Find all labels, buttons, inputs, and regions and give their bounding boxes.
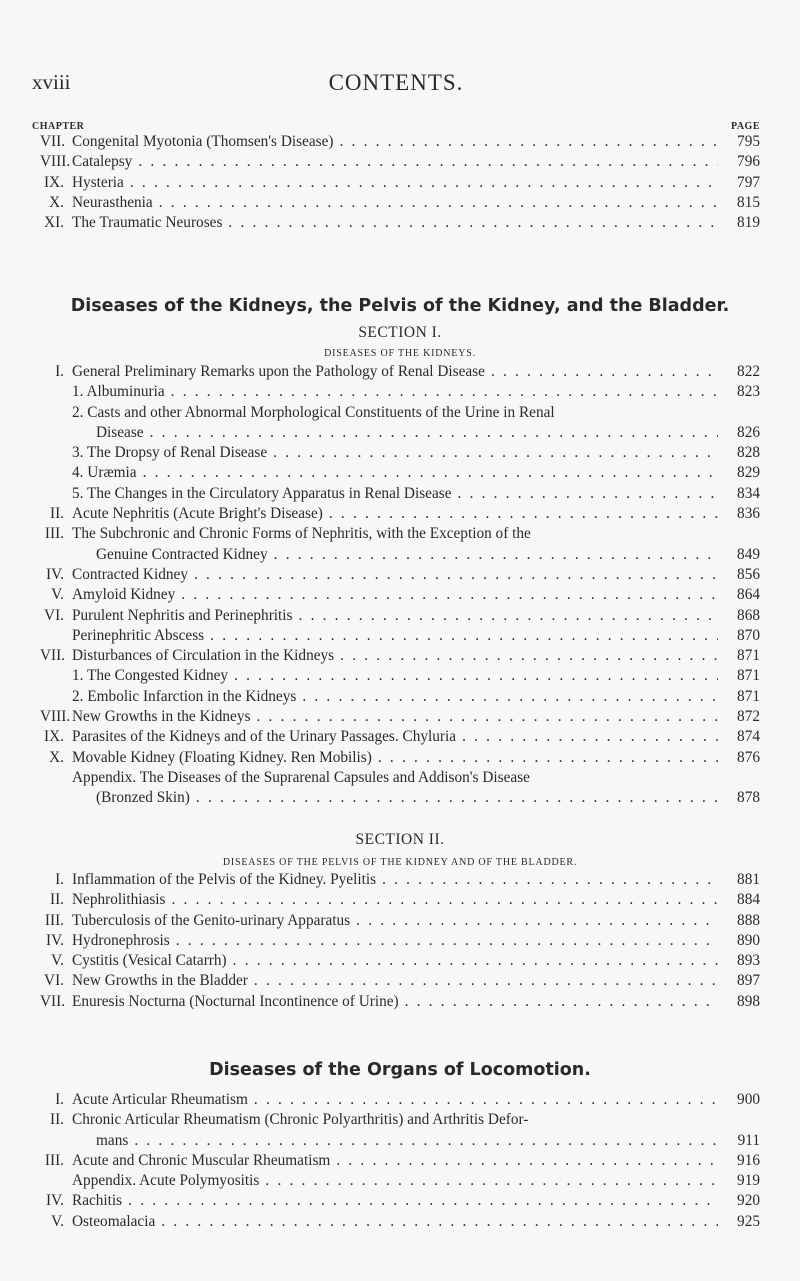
toc-entry bbox=[40, 1151, 760, 1171]
toc-entry bbox=[40, 1191, 760, 1211]
chapter-number: VII. bbox=[40, 992, 66, 1010]
entry-page-number: 888 bbox=[737, 911, 760, 929]
entry-title: Purulent Nephritis and Perinephritis . . . bbox=[72, 606, 718, 626]
toc-entry bbox=[40, 362, 760, 382]
chapter-number: VII. bbox=[40, 133, 66, 150]
entry-title: Genuine Contracted Kidney . . . bbox=[96, 545, 718, 565]
chapter-number: V. bbox=[51, 1212, 64, 1230]
entry-title: Perinephritic Abscess . . . bbox=[72, 626, 718, 646]
page-column-label: PAGE bbox=[730, 121, 760, 132]
chapter-number: IX. bbox=[44, 173, 64, 191]
toc-entry bbox=[40, 768, 760, 788]
toc-entry bbox=[40, 727, 760, 747]
chapter-number: I. bbox=[55, 1091, 64, 1108]
entry-page-number: 911 bbox=[737, 1131, 760, 1149]
entry-page-number: 900 bbox=[737, 1091, 760, 1108]
toc-entry bbox=[40, 951, 760, 971]
toc-entry bbox=[40, 545, 760, 565]
page-number: xviii bbox=[32, 70, 71, 94]
entry-page-number: 871 bbox=[737, 687, 760, 705]
toc-entry bbox=[40, 606, 760, 626]
chapter-number: V. bbox=[51, 952, 64, 970]
entry-page-number: 819 bbox=[737, 214, 760, 232]
toc-entry bbox=[40, 890, 760, 910]
entry-title: Disturbances of Circulation in the Kidneys . . . bbox=[72, 646, 718, 666]
entry-page-number: 828 bbox=[737, 444, 760, 462]
chapter-column-label: CHAPTER bbox=[32, 121, 85, 132]
entry-page-number: 881 bbox=[737, 871, 760, 888]
entry-title: (Bronzed Skin) . . . bbox=[96, 788, 718, 808]
toc-entry bbox=[40, 1212, 760, 1232]
kidney-section-2-list bbox=[40, 870, 760, 1012]
intro-toc-list bbox=[40, 132, 760, 233]
chapter-number: I. bbox=[55, 871, 64, 888]
entry-title: 2. Casts and other Abnormal Morphological Constituents of the Urine in Renal bbox=[72, 403, 555, 421]
chapter-number: IX. bbox=[44, 728, 64, 746]
entry-title: 5. The Changes in the Circulatory Apparatus in Renal Disease . . . bbox=[72, 484, 718, 504]
page-header bbox=[32, 70, 760, 104]
entry-title: General Preliminary Remarks upon the Pathology of Renal Disease . . . bbox=[72, 362, 718, 382]
chapter-number: IV. bbox=[46, 1192, 64, 1210]
chapter-number: III. bbox=[44, 911, 64, 929]
toc-entry bbox=[40, 484, 760, 504]
entry-page-number: 815 bbox=[737, 193, 760, 211]
section-2-subtitle: DISEASES OF THE PELVIS OF THE KIDNEY AND OF THE BLADDER. bbox=[222, 857, 578, 868]
toc-entry bbox=[40, 626, 760, 646]
entry-title: Chronic Articular Rheumatism (Chronic Polyarthritis) and Arthritis Defor- bbox=[72, 1111, 529, 1129]
toc-entry bbox=[40, 524, 760, 544]
entry-title: New Growths in the Bladder . . . bbox=[72, 971, 718, 991]
chapter-number: III. bbox=[44, 525, 64, 543]
toc-entry bbox=[40, 423, 760, 443]
toc-entry bbox=[40, 992, 760, 1012]
entry-title: Hydronephrosis . . . bbox=[72, 931, 718, 951]
entry-title: 1. The Congested Kidney . . . bbox=[72, 666, 718, 686]
section-2-title: SECTION II. bbox=[355, 831, 445, 848]
toc-entry bbox=[40, 565, 760, 585]
entry-title: Neurasthenia . . . bbox=[72, 193, 718, 213]
chapter-number: IV. bbox=[46, 931, 64, 949]
section-1-subtitle: DISEASES OF THE KIDNEYS. bbox=[324, 348, 476, 359]
chapter-number: VIII. bbox=[40, 153, 71, 171]
entry-page-number: 920 bbox=[737, 1192, 760, 1210]
chapter-number: VI. bbox=[44, 972, 64, 990]
entry-page-number: 834 bbox=[737, 484, 760, 502]
entry-page-number: 797 bbox=[737, 173, 760, 191]
chapter-number: II. bbox=[49, 891, 64, 909]
entry-title: 2. Embolic Infarction in the Kidneys . . . bbox=[72, 687, 718, 707]
toc-entry bbox=[40, 213, 760, 233]
toc-entry bbox=[40, 152, 760, 172]
entry-page-number: 870 bbox=[737, 626, 760, 644]
entry-title: Congenital Myotonia (Thomsen's Disease) . . . bbox=[72, 132, 718, 152]
toc-entry bbox=[40, 443, 760, 463]
entry-title: Nephrolithiasis . . . bbox=[72, 890, 718, 910]
chapter-number: XI. bbox=[44, 214, 64, 232]
toc-entry bbox=[40, 193, 760, 213]
toc-entry bbox=[40, 687, 760, 707]
entry-page-number: 898 bbox=[737, 992, 760, 1010]
entry-page-number: 836 bbox=[737, 505, 760, 523]
entry-title: Acute Nephritis (Acute Bright's Disease) . . . bbox=[72, 504, 718, 524]
kidney-section-1-list bbox=[40, 362, 760, 809]
entry-page-number: 916 bbox=[737, 1151, 760, 1169]
entry-title: The Traumatic Neuroses . . . bbox=[72, 213, 718, 233]
entry-page-number: 878 bbox=[737, 789, 760, 807]
entry-title: 1. Albuminuria . . . bbox=[72, 382, 718, 402]
entry-title: Parasites of the Kidneys and of the Urinary Passages. Chyluria . . . bbox=[72, 727, 718, 747]
toc-entry bbox=[40, 1171, 760, 1191]
toc-entry bbox=[40, 1110, 760, 1130]
entry-page-number: 822 bbox=[737, 363, 760, 380]
entry-page-number: 796 bbox=[737, 153, 760, 171]
entry-title: The Subchronic and Chronic Forms of Nephritis, with the Exception of the bbox=[72, 525, 531, 543]
toc-entry bbox=[40, 971, 760, 991]
chapter-number: II. bbox=[49, 505, 64, 523]
toc-entry bbox=[40, 1090, 760, 1110]
entry-page-number: 826 bbox=[737, 423, 760, 441]
entry-page-number: 849 bbox=[737, 545, 760, 563]
toc-entry bbox=[40, 788, 760, 808]
entry-title: Osteomalacia . . . bbox=[72, 1212, 718, 1232]
entry-page-number: 823 bbox=[737, 383, 760, 401]
entry-title: Enuresis Nocturna (Nocturnal Incontinence of Urine) . . . bbox=[72, 992, 718, 1012]
section-1-title: SECTION I. bbox=[358, 324, 442, 341]
entry-title: Acute and Chronic Muscular Rheumatism . . . bbox=[72, 1151, 718, 1171]
entry-title: Disease . . . bbox=[96, 423, 718, 443]
toc-entry bbox=[40, 707, 760, 727]
entry-page-number: 871 bbox=[737, 667, 760, 685]
entry-title: 3. The Dropsy of Renal Disease . . . bbox=[72, 443, 718, 463]
entry-page-number: 871 bbox=[737, 647, 760, 665]
toc-entry bbox=[40, 666, 760, 686]
entry-page-number: 872 bbox=[737, 708, 760, 726]
toc-entry bbox=[40, 173, 760, 193]
entry-title: Acute Articular Rheumatism . . . bbox=[72, 1090, 718, 1110]
entry-title: 4. Uræmia . . . bbox=[72, 463, 718, 483]
locomotion-list bbox=[40, 1090, 760, 1232]
entry-page-number: 890 bbox=[737, 931, 760, 949]
entry-title: Inflammation of the Pelvis of the Kidney. Pyelitis . . . bbox=[72, 870, 718, 890]
toc-entry bbox=[40, 504, 760, 524]
page-title: CONTENTS. bbox=[328, 70, 464, 95]
toc-entry bbox=[40, 132, 760, 152]
chapter-number: X. bbox=[49, 748, 64, 766]
entry-title: Appendix. Acute Polymyositis . . . bbox=[72, 1171, 718, 1191]
chapter-number: VIII. bbox=[40, 708, 71, 726]
toc-entry bbox=[40, 870, 760, 890]
chapter-number: IV. bbox=[46, 565, 64, 583]
entry-page-number: 876 bbox=[737, 748, 760, 766]
entry-page-number: 893 bbox=[737, 952, 760, 970]
toc-entry bbox=[40, 748, 760, 768]
chapter-number: II. bbox=[49, 1111, 64, 1129]
entry-page-number: 795 bbox=[737, 133, 760, 150]
chapter-number: III. bbox=[44, 1151, 64, 1169]
entry-page-number: 829 bbox=[737, 464, 760, 482]
entry-title: Amyloid Kidney . . . bbox=[72, 585, 718, 605]
entry-page-number: 868 bbox=[737, 606, 760, 624]
entry-title: Contracted Kidney . . . bbox=[72, 565, 718, 585]
entry-title: Appendix. The Diseases of the Suprarenal Capsules and Addison's Disease bbox=[72, 768, 530, 786]
entry-title: Rachitis . . . bbox=[72, 1191, 718, 1211]
locomotion-heading: Diseases of the Organs of Locomotion. bbox=[209, 1060, 591, 1080]
entry-title: Movable Kidney (Floating Kidney. Ren Mobilis) . . . bbox=[72, 748, 718, 768]
entry-page-number: 874 bbox=[737, 728, 760, 746]
entry-page-number: 884 bbox=[737, 891, 760, 909]
toc-entry bbox=[40, 931, 760, 951]
toc-entry bbox=[40, 463, 760, 483]
kidneys-heading: Diseases of the Kidneys, the Pelvis of the Kidney, and the Bladder. bbox=[70, 296, 730, 316]
toc-entry bbox=[40, 911, 760, 931]
chapter-number: VI. bbox=[44, 606, 64, 624]
entry-page-number: 897 bbox=[737, 972, 760, 990]
entry-page-number: 856 bbox=[737, 565, 760, 583]
chapter-number: X. bbox=[49, 193, 64, 211]
entry-title: Catalepsy . . . bbox=[72, 152, 718, 172]
toc-entry bbox=[40, 585, 760, 605]
toc-entry bbox=[40, 382, 760, 402]
chapter-number: V. bbox=[51, 586, 64, 604]
toc-entry bbox=[40, 403, 760, 423]
entry-title: Hysteria . . . bbox=[72, 173, 718, 193]
entry-title: mans . . . bbox=[96, 1131, 718, 1151]
entry-title: Cystitis (Vesical Catarrh) . . . bbox=[72, 951, 718, 971]
chapter-number: VII. bbox=[40, 647, 66, 665]
entry-page-number: 864 bbox=[737, 586, 760, 604]
toc-entry bbox=[40, 646, 760, 666]
entry-title: New Growths in the Kidneys . . . bbox=[72, 707, 718, 727]
entry-page-number: 925 bbox=[737, 1212, 760, 1230]
entry-page-number: 919 bbox=[737, 1172, 760, 1190]
toc-entry bbox=[40, 1131, 760, 1151]
chapter-number: I. bbox=[55, 363, 64, 380]
entry-title: Tuberculosis of the Genito-urinary Apparatus . . . bbox=[72, 911, 718, 931]
